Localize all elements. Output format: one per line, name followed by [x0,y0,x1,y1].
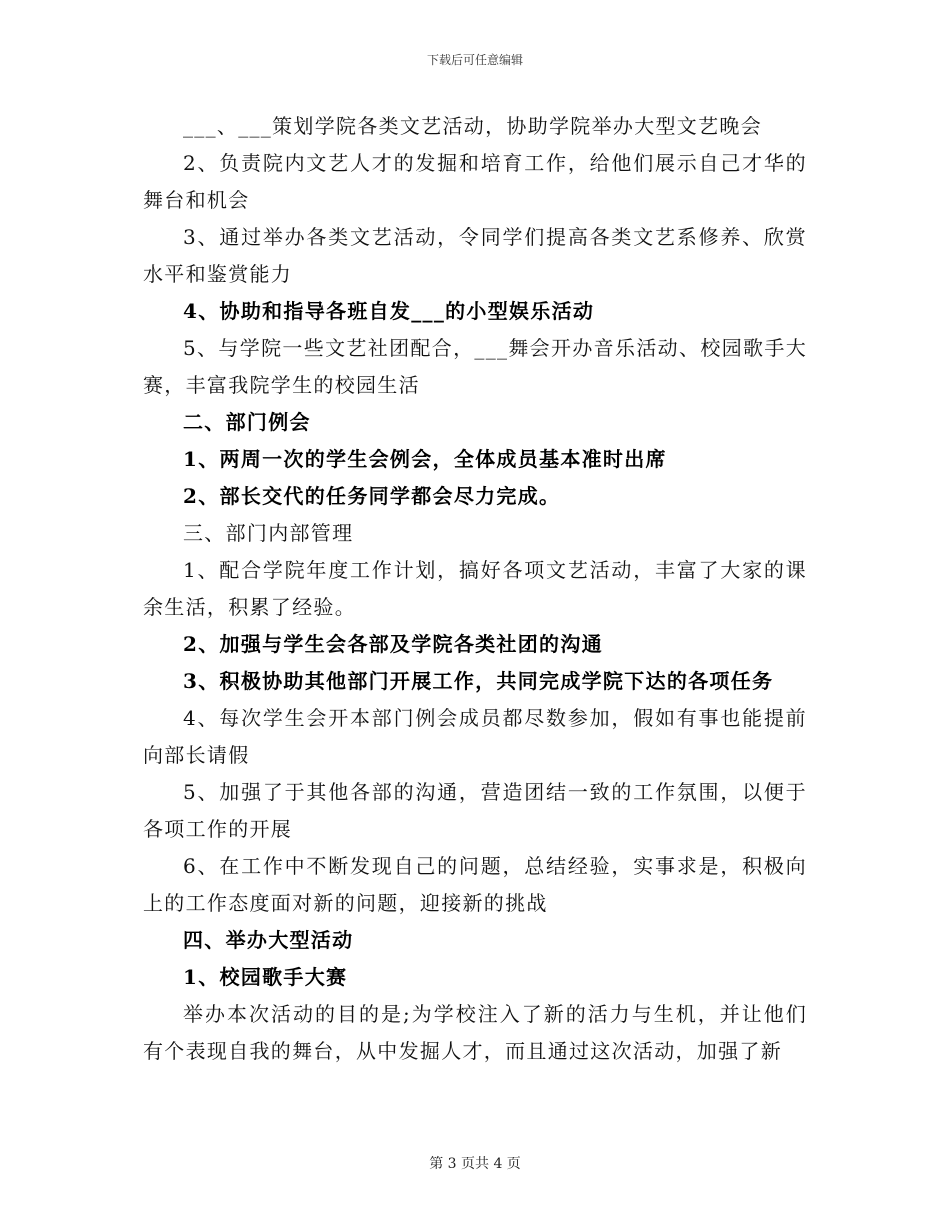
paragraph-13: 4、每次学生会开本部门例会成员都尽数参加，假如有事也能提前向部长请假 [143,706,807,767]
page-footer: 第 3 页共 4 页 [429,1156,521,1172]
paragraph-15: 6、在工作中不断发现自己的问题，总结经验，实事求是，积极向上的工作态度面对新的问题，迎接新的挑战 [143,854,807,915]
paragraph-18: 举办本次活动的目的是;为学校注入了新的活力与生机，并让他们有个表现自我的舞台，从中发掘人才，而且通过这次活动，加强了新 [143,1002,807,1063]
paragraph-3: 3、通过举办各类文艺活动，令同学们提高各类文艺系修养、欣赏水平和鉴赏能力 [143,225,807,286]
paragraph-10: 1、配合学院年度工作计划，搞好各项文艺活动，丰富了大家的课余生活，积累了经验。 [143,558,807,619]
paragraph-4: 4、协助和指导各班自发___的小型娱乐活动 [183,299,595,323]
paragraph-11: 2、加强与学生会各部及学院各类社团的沟通 [183,632,603,656]
page-header: 下载后可任意编辑 [426,53,523,67]
paragraph-2: 2、负责院内文艺人才的发掘和培育工作，给他们展示自己才华的舞台和机会 [143,151,807,212]
paragraph-14: 5、加强了于其他各部的沟通，营造团结一致的工作氛围，以便于各项工作的开展 [143,780,807,841]
paragraph-5: 5、与学院一些文艺社团配合，___舞会开办音乐活动、校园歌手大赛，丰富我院学生的校园生活 [143,336,807,397]
paragraph-12: 3、积极协助其他部门开展工作，共同完成学院下达的各项任务 [183,669,774,693]
document-body [143,108,807,1070]
section-heading-3: 三、部门内部管理 [183,521,354,545]
subheading-singer-contest: 1、校园歌手大赛 [183,965,348,989]
section-heading-4: 四、举办大型活动 [183,928,354,952]
paragraph-1: ___、___策划学院各类文艺活动，协助学院举办大型文艺晚会 [183,114,762,138]
paragraph-8: 2、部长交代的任务同学都会尽力完成。 [183,484,561,508]
paragraph-7: 1、两周一次的学生会例会，全体成员基本准时出席 [183,447,667,471]
section-heading-2: 二、部门例会 [183,410,311,434]
